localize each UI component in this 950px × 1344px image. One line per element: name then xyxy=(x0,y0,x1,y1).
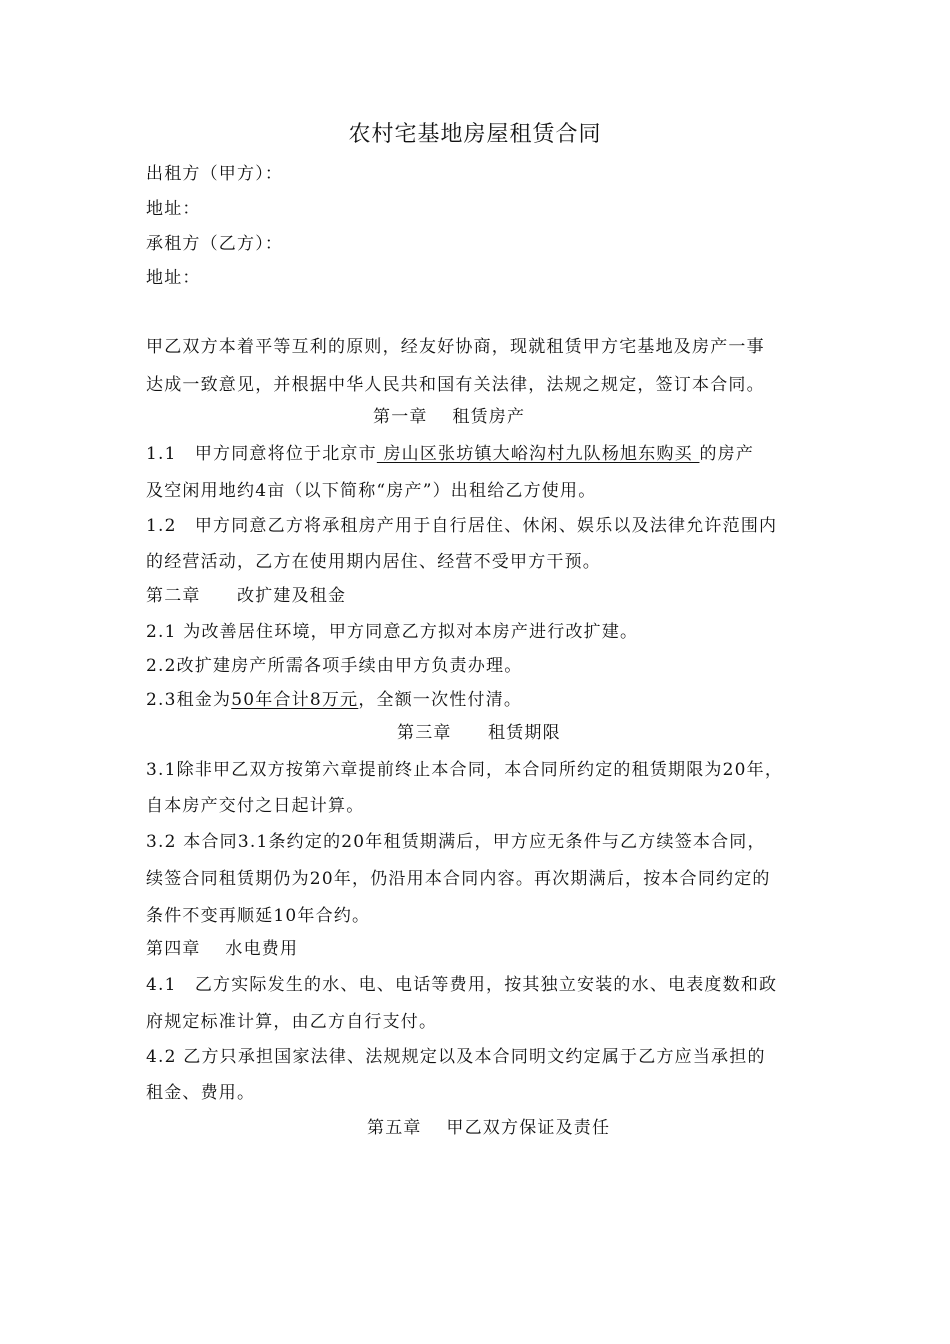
preamble-line-2: 达成一致意见，并根据中华人民共和国有关法律，法规之规定，签订本合同。 xyxy=(146,375,765,395)
clause-1-1-line-2: 及空闲用地约4亩（以下简称“房产”）出租给乙方使用。 xyxy=(146,481,597,501)
lessee-field: 承租方（乙方）： xyxy=(146,234,284,254)
clause-3-1-line-2: 自本房产交付之日起计算。 xyxy=(146,796,365,816)
chapter-5-heading: 第五章 甲乙双方保证及责任 xyxy=(367,1118,611,1138)
clause-3-1-line-1: 3.1除非甲乙双方按第六章提前终止本合同，本合同所约定的租赁期限为20年， xyxy=(146,760,784,780)
preamble-line-1: 甲乙双方本着平等互利的原则，经友好协商，现就租赁甲方宅基地及房产一事 xyxy=(146,337,765,357)
lessor-address-field: 地址： xyxy=(146,199,201,219)
clause-2-3-prefix: 2.3租金为 xyxy=(146,690,232,710)
chapter-4-heading: 第四章 水电费用 xyxy=(146,939,299,959)
property-location: 房山区张坊镇大峪沟村九队杨旭东购买 xyxy=(376,444,700,464)
clause-1-1-line-1 xyxy=(146,442,754,466)
clause-1-1-prefix: 1.1 甲方同意将位于北京市 xyxy=(146,444,377,464)
clause-4-1-line-1: 4.1 乙方实际发生的水、电、电话等费用，按其独立安装的水、电表度数和政 xyxy=(146,975,778,995)
clause-2-2: 2.2改扩建房产所需各项手续由甲方负责办理。 xyxy=(146,656,523,676)
clause-3-2-line-1: 3.2 本合同3.1条约定的20年租赁期满后，甲方应无条件与乙方续签本合同， xyxy=(146,832,766,852)
rent-amount: 50年合计8万元 xyxy=(231,690,359,710)
clause-3-2-line-3: 条件不变再顺延10年合约。 xyxy=(146,906,371,926)
clause-2-1: 2.1 为改善居住环境，甲方同意乙方拟对本房产进行改扩建。 xyxy=(146,622,639,642)
document-title: 农村宅基地房屋租赁合同 xyxy=(348,122,602,147)
clause-4-1-line-2: 府规定标准计算，由乙方自行支付。 xyxy=(146,1012,438,1032)
lessee-address-field: 地址： xyxy=(146,268,201,288)
chapter-2-heading: 第二章 改扩建及租金 xyxy=(146,586,347,606)
clause-4-2-line-2: 租金、费用。 xyxy=(146,1083,256,1103)
chapter-1-heading: 第一章 租赁房产 xyxy=(373,407,526,427)
clause-1-2-line-1: 1.2 甲方同意乙方将承租房产用于自行居住、休闲、娱乐以及法律允许范围内 xyxy=(146,516,778,536)
clause-4-2-line-1: 4.2 乙方只承担国家法律、法规规定以及本合同明文约定属于乙方应当承担的 xyxy=(146,1047,766,1067)
clause-1-1-suffix: 的房产 xyxy=(699,444,755,464)
clause-2-3 xyxy=(146,688,522,712)
clause-3-2-line-2: 续签合同租赁期仍为20年，仍沿用本合同内容。再次期满后，按本合同约定的 xyxy=(146,869,771,889)
clause-1-2-line-2: 的经营活动，乙方在使用期内居住、经营不受甲方干预。 xyxy=(146,552,601,572)
chapter-3-heading: 第三章 租赁期限 xyxy=(397,723,561,743)
clause-2-3-suffix: ，全额一次性付清。 xyxy=(358,690,523,710)
lessor-field: 出租方（甲方）： xyxy=(146,164,284,184)
